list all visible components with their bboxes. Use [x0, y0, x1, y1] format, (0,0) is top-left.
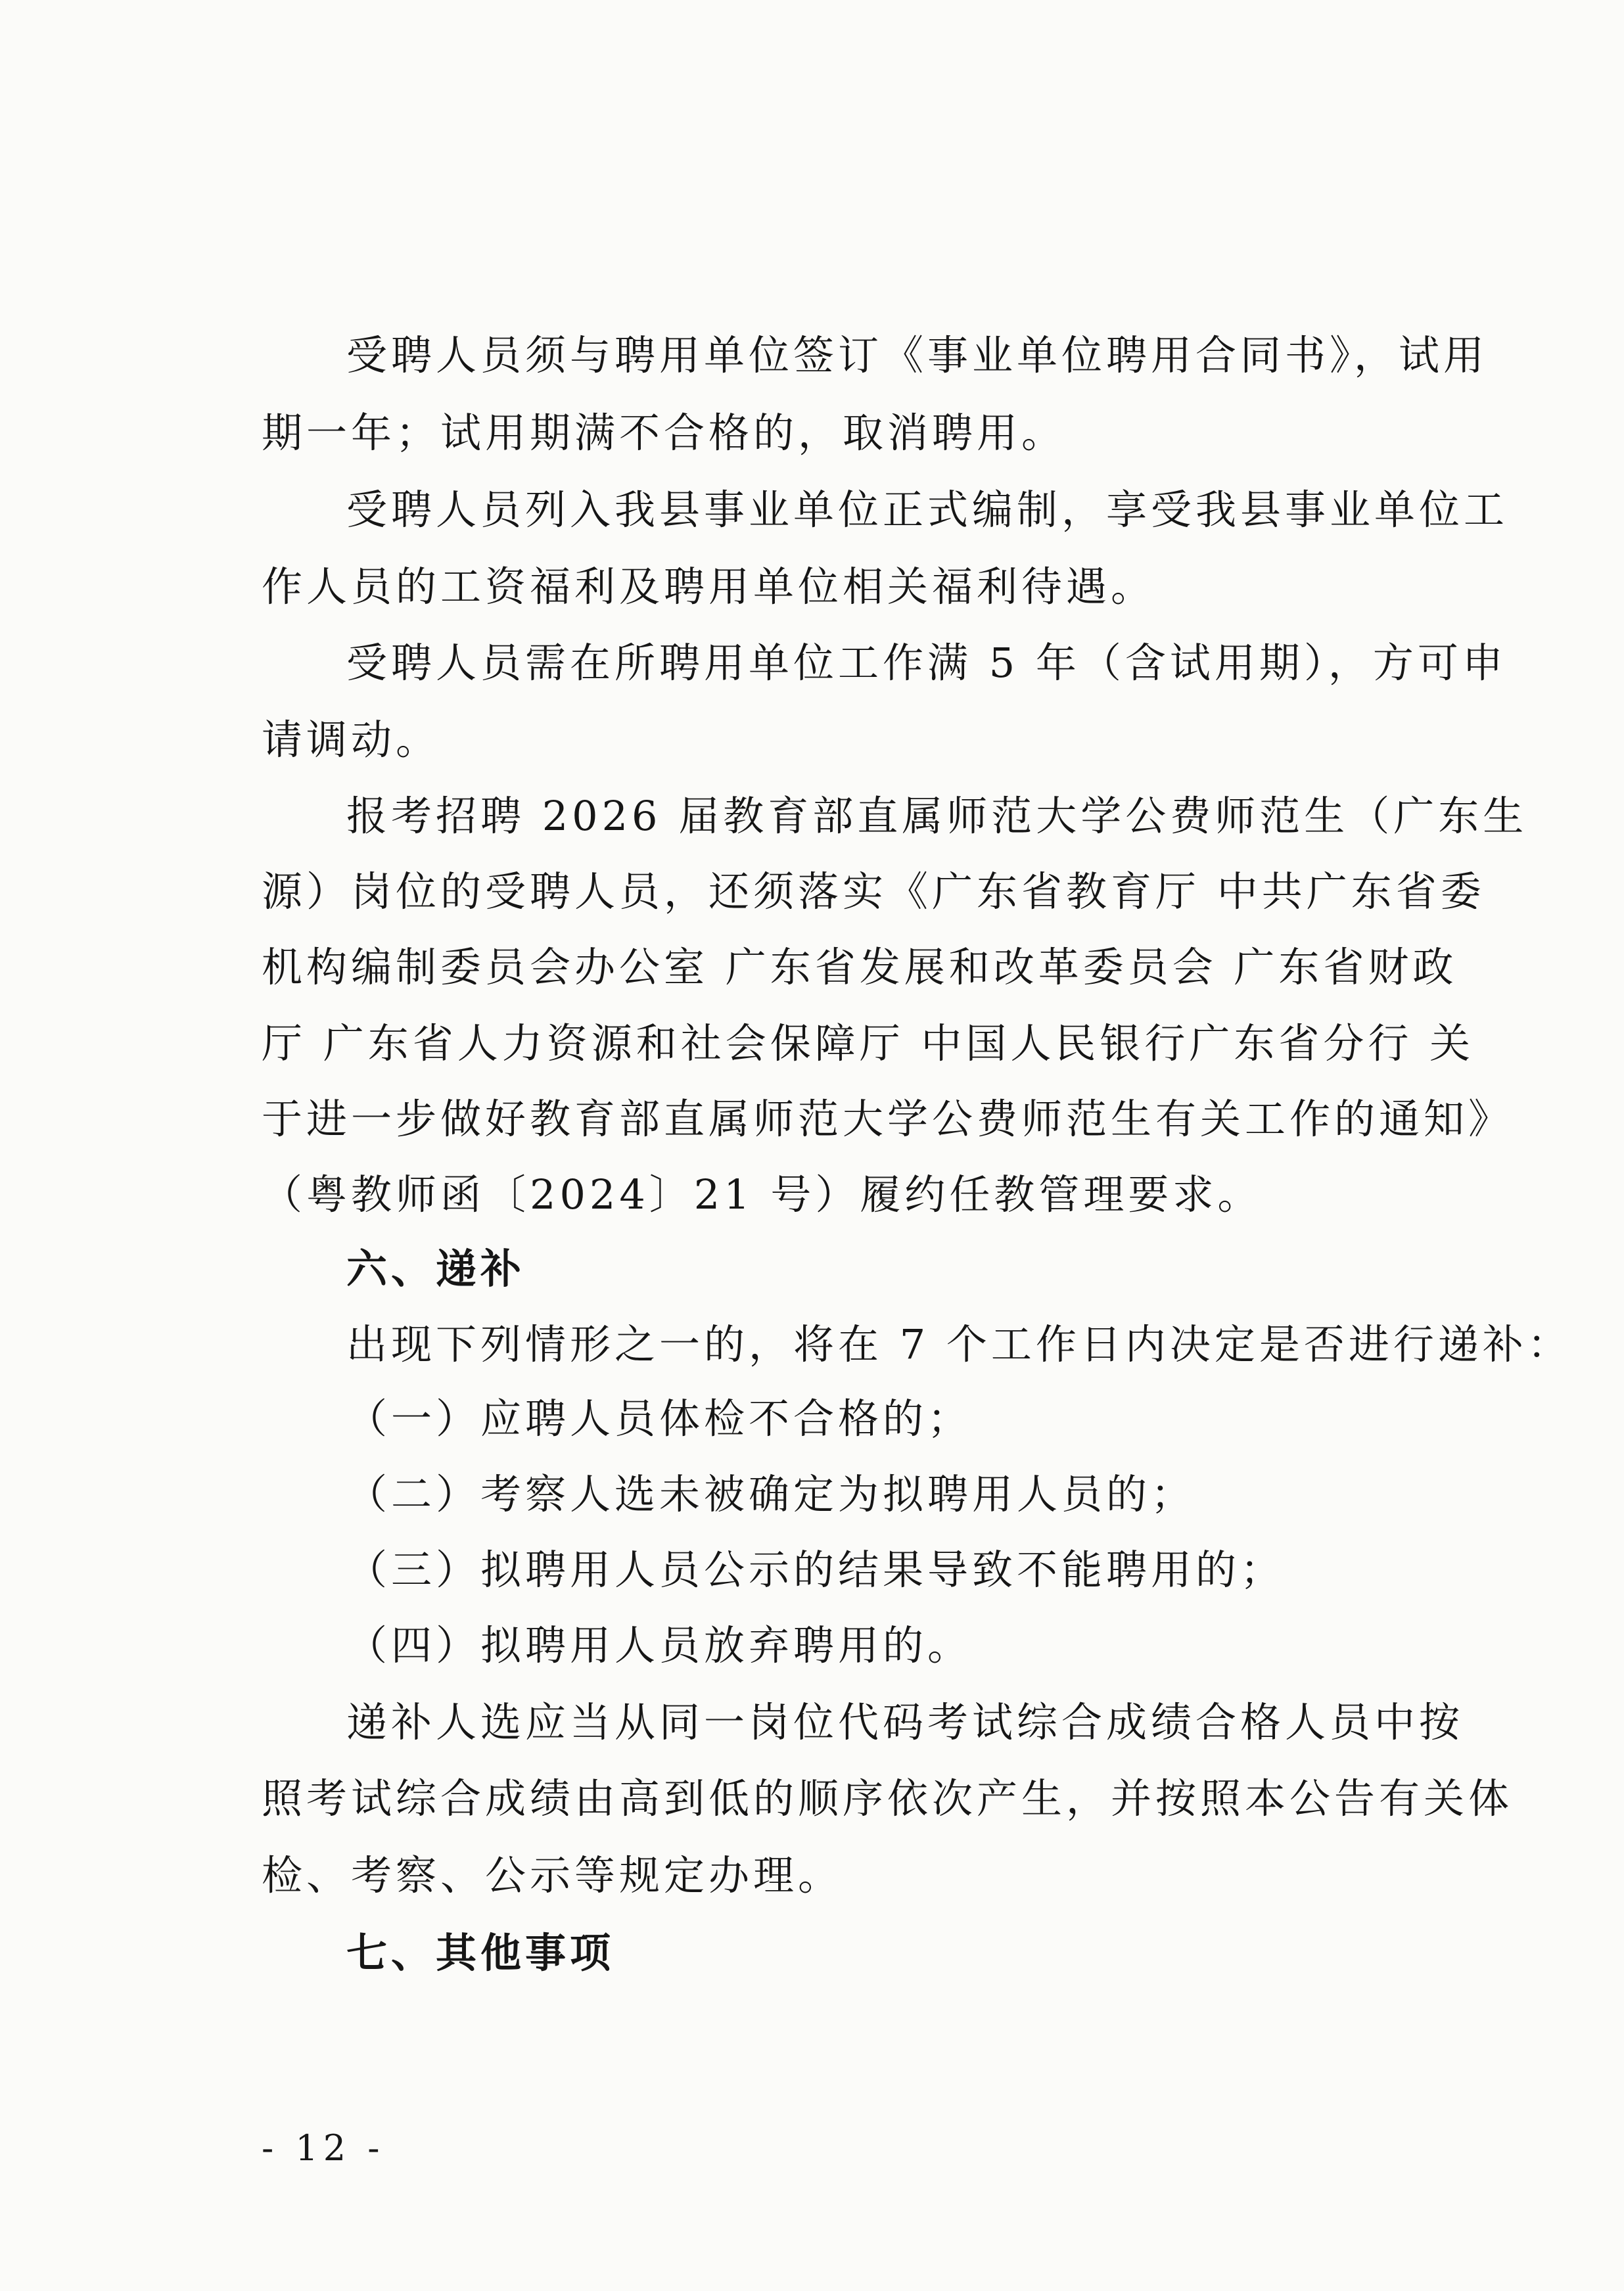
paragraph-staffing-line-1: 受聘人员列入我县事业单位正式编制，享受我县事业单位工 — [346, 486, 1509, 534]
section-6-item-1: （一）应聘人员体检不合格的； — [346, 1395, 973, 1443]
paragraph-normal-students-line-5: 于进一步做好教育部直属师范大学公费师范生有关工作的通知》 — [262, 1095, 1514, 1143]
paragraph-service-line-2: 请调动。 — [262, 716, 441, 764]
section-6-heading: 六、递补 — [346, 1245, 526, 1293]
section-7-heading: 七、其他事项 — [346, 1929, 615, 1977]
paragraph-contract-line-2: 期一年；试用期满不合格的，取消聘用。 — [262, 409, 1067, 457]
paragraph-replacement-line-1: 递补人选应当从同一岗位代码考试综合成绩合格人员中按 — [346, 1698, 1464, 1746]
paragraph-service-line-1: 受聘人员需在所聘用单位工作满 5 年（含试用期），方可申 — [346, 639, 1507, 687]
paragraph-contract-line-1: 受聘人员须与聘用单位签订《事业单位聘用合同书》，试用 — [346, 331, 1489, 379]
paragraph-replacement-line-3: 检、考察、公示等规定办理。 — [262, 1851, 843, 1899]
section-6-item-3: （三）拟聘用人员公示的结果导致不能聘用的； — [346, 1546, 1286, 1594]
paragraph-normal-students-line-2: 源）岗位的受聘人员，还须落实《广东省教育厅 中共广东省委 — [262, 868, 1485, 915]
paragraph-replacement-line-2: 照考试综合成绩由高到低的顺序依次产生，并按照本公告有关体 — [262, 1774, 1514, 1822]
section-6-item-2: （二）考察人选未被确定为拟聘用人员的； — [346, 1470, 1196, 1518]
paragraph-staffing-line-2: 作人员的工资福利及聘用单位相关福利待遇。 — [262, 563, 1156, 611]
page-number: - 12 - — [262, 2127, 385, 2169]
paragraph-normal-students-line-4: 厅 广东省人力资源和社会保障厅 中国人民银行广东省分行 关 — [262, 1019, 1475, 1067]
paragraph-normal-students-line-1: 报考招聘 2026 届教育部直属师范大学公费师范生（广东生 — [346, 792, 1528, 840]
section-6-item-4: （四）拟聘用人员放弃聘用的。 — [346, 1621, 973, 1669]
section-6-intro: 出现下列情形之一的，将在 7 个工作日内决定是否进行递补： — [346, 1320, 1572, 1368]
paragraph-normal-students-line-3: 机构编制委员会办公室 广东省发展和改革委员会 广东省财政 — [262, 943, 1458, 991]
paragraph-normal-students-line-6: （粤教师函〔2024〕21 号）履约任教管理要求。 — [262, 1170, 1263, 1218]
